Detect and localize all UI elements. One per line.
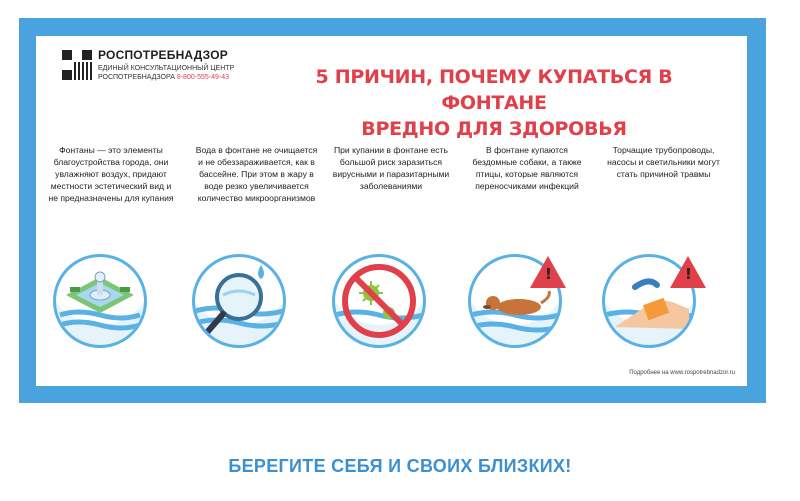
magnifier-water-icon	[192, 254, 286, 348]
org-name: РОСПОТРЕБНАДЗОР	[98, 48, 228, 62]
reason-5-text: Торчащие трубопроводы, насосы и светильники могут стать причиной травмы	[607, 145, 720, 179]
reason-2-text: Вода в фонтане не очищается и не обеззараживается, как в бассейне. При этом в жару в воде резко увеличивается количество микроорганизмов	[195, 145, 318, 203]
poster-title	[284, 64, 704, 142]
warning-triangle-icon	[670, 256, 706, 288]
reason-4-text: В фонтане купаются бездомные собаки, а также птицы, которые являются переносчиками инфекций	[472, 145, 582, 191]
hotline-phone: 8-800-555-49-43	[176, 74, 229, 81]
reason-1-text: Фонтаны — это элементы благоустройства города, они увлажняют воздух, придают местности эстетический вид и не предназначены для купания	[48, 145, 174, 203]
slogan: БЕРЕГИТЕ СЕБЯ И СВОИХ БЛИЗКИХ!	[228, 456, 572, 476]
org-sub-line2: РОСПОТРЕБНАДЗОРА	[98, 74, 175, 81]
fountain-icon	[53, 254, 147, 348]
title-line1: 5 ПРИЧИН, ПОЧЕМУ КУПАТЬСЯ В ФОНТАНЕ	[315, 66, 673, 114]
org-sub-line1: ЕДИНЫЙ КОНСУЛЬТАЦИОННЫЙ ЦЕНТР	[98, 65, 235, 72]
poster	[36, 36, 747, 386]
qr-code	[61, 49, 93, 81]
no-virus-icon	[332, 254, 426, 348]
org-subtitle	[98, 64, 234, 82]
title-line2: ВРЕДНО ДЛЯ ЗДОРОВЬЯ	[361, 118, 627, 140]
poster-frame	[19, 18, 766, 403]
warning-triangle-icon	[530, 256, 566, 288]
footer-note: Подробнее на www.rospotrebnadzor.ru	[629, 370, 735, 376]
reason-3-text: При купании в фонтане есть большой риск заразиться вирусными и паразитарными заболеваниями	[332, 145, 450, 191]
